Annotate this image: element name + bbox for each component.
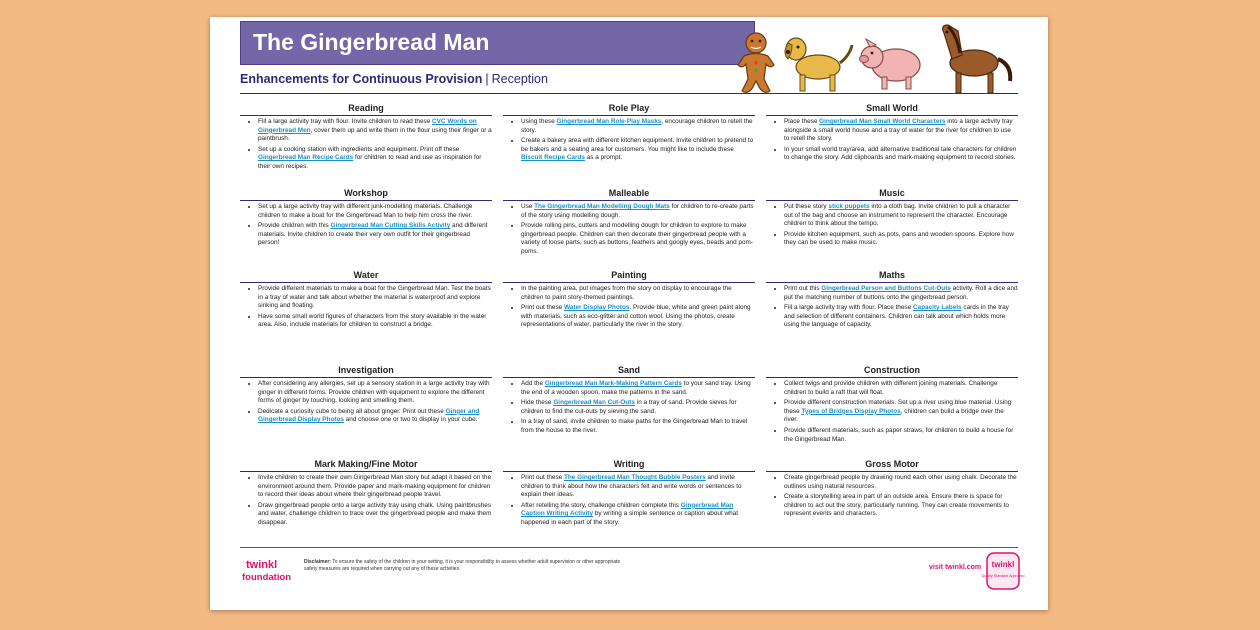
resource-link[interactable]: Gingerbread Man Mark-Making Pattern Cards xyxy=(544,380,682,387)
activity-item xyxy=(521,380,755,397)
activity-list xyxy=(240,283,492,330)
activity-text: Print out these xyxy=(521,474,564,481)
quality-badge xyxy=(981,552,1025,590)
subtitle-level: Reception xyxy=(491,72,548,86)
badge-sub: Quality Standard Approved xyxy=(981,574,1025,578)
page-title: The Gingerbread Man xyxy=(253,29,490,55)
activity-item xyxy=(521,304,755,330)
activity-text: Provide different construction materials. Set up a river using blue material. Using these xyxy=(784,399,1012,415)
activity-text: Provide different materials to make a boat for the Gingerbread Man. Test the boats in a tray of water and talk about whether the material is waterproof and explore sinking and floating. xyxy=(258,285,491,310)
visit-link[interactable]: visit twinkl.com xyxy=(929,564,982,571)
activity-text: Print out these xyxy=(521,304,564,312)
activity-list xyxy=(766,472,1018,519)
activity-text: and choose one or two to display in your cube. xyxy=(343,416,478,424)
activity-list xyxy=(503,116,755,163)
activity-item xyxy=(521,285,755,302)
activity-text: Provide rolling pins, cutters and modelling dough for children to explore to make gingerbread people. Children can then decorate their gingerbread people with a variety of loose parts, such as buttons, feathers and googly eyes, beads and pom-poms. xyxy=(521,222,753,255)
section-title: Reading xyxy=(240,102,492,116)
section-title: Mark Making/Fine Motor xyxy=(240,458,492,472)
activity-text: Create gingerbread people by drawing round each other using chalk. Decorate the outlines using natural resources. xyxy=(784,474,1017,490)
section-title: Small World xyxy=(766,102,1018,116)
section-writing xyxy=(503,458,755,530)
section-investigation xyxy=(240,364,492,427)
activity-text: Have some small world figures of characters from the story available in the water area. Also, include materials for children to construct a bridge. xyxy=(258,312,487,329)
activity-text: After retelling the story, challenge children complete this xyxy=(521,501,681,509)
activity-text: In your small world tray/area, add alternative traditional tale characters for children to change the story. Add clipboards and mark-making equipment to record stories. xyxy=(784,145,1017,162)
section-title: Investigation xyxy=(240,364,492,378)
disclaimer-text: To ensure the safety of the children in your setting, it is your responsibility to assess whether adult supervision or other appropriate safety measures are required when carrying out any of these activities. xyxy=(304,559,621,572)
resource-link[interactable]: Gingerbread Man Cutting Skills Activity xyxy=(330,222,451,230)
footer-divider xyxy=(240,547,1018,548)
activity-text: Hide these xyxy=(521,399,554,407)
section-title: Painting xyxy=(503,269,755,283)
section-title: Construction xyxy=(766,364,1018,378)
story-characters xyxy=(726,19,1026,97)
activity-item xyxy=(521,399,755,416)
subtitle-main: Enhancements for Continuous Provision xyxy=(240,72,483,86)
activity-text: , cover them up and write them in the flour using their finger or a paintbrush. xyxy=(258,126,492,143)
activity-text: . Provide blue, white and green paint along with materials, such as eco-glitter and cotton wool. Using the photos, create representations of water, particularly the river in the story. xyxy=(521,304,751,329)
activity-item xyxy=(521,222,755,256)
activity-item xyxy=(258,222,492,248)
activity-text: Use xyxy=(521,203,535,210)
activity-text: , encourage children to retell the story. xyxy=(521,118,753,134)
resource-link[interactable]: Gingerbread Man Caption Writing Activity xyxy=(521,501,734,518)
resource-link[interactable]: The Gingerbread Man Thought Bubble Posters xyxy=(563,474,706,481)
activity-text: , children can build a bridge over the river. xyxy=(784,407,1004,424)
activity-text: Provide kitchen equipment, such as pots, pans and wooden spoons. Explore how they can be used to make music. xyxy=(784,230,1014,247)
section-painting xyxy=(503,269,755,332)
activity-text: Put these story xyxy=(784,203,829,210)
activity-item xyxy=(258,203,492,220)
activity-list xyxy=(766,116,1018,163)
activity-text: and invite children to think about how the characters felt and write words or sentences to explain their ideas. xyxy=(521,474,742,499)
activity-item xyxy=(258,474,492,500)
activity-text: Fill a large activity tray with flour. Place these xyxy=(784,304,913,312)
activity-text: Set up a large activity tray with different junk-modelling materials. Challenge children to make a boat for the Gingerbread Man to help him cross the river. xyxy=(258,203,473,219)
activity-text: Provide different materials, such as paper straws, for children to build a house for the Gingerbread Man. xyxy=(784,426,1014,443)
activity-list xyxy=(766,378,1018,444)
activity-text: into a large activity tray alongside a small world house and a tray of water for the river for children to use to retell the story. xyxy=(784,118,1013,143)
activity-item xyxy=(784,146,1018,163)
activity-list xyxy=(766,283,1018,330)
section-reading xyxy=(240,102,492,174)
section-title: Water xyxy=(240,269,492,283)
activity-item xyxy=(784,474,1018,491)
section-music xyxy=(766,187,1018,250)
activity-text: activity. Roll a dice and put the matching number of buttons onto the gingerbread person. xyxy=(784,285,1018,301)
activity-list xyxy=(240,116,492,172)
activity-item xyxy=(521,118,755,135)
activity-text: Fill a large activity tray with flour. Invite children to read these xyxy=(258,118,433,125)
gingerbread-man-icon xyxy=(738,33,774,92)
resource-link[interactable]: Gingerbread Person and Buttons Cut-Outs xyxy=(821,285,951,292)
activity-list xyxy=(503,283,755,330)
activity-item xyxy=(258,146,492,172)
disclaimer xyxy=(304,559,634,573)
activity-text: Add the xyxy=(521,380,545,387)
activity-text: After considering any allergies, set up a sensory station in a large activity tray with ginger in different forms. Provide children with equipment to explore the different forms of ginger by touching, looking and smelling them. xyxy=(258,380,490,405)
activity-text: by writing a simple sentence or caption about what happened in each part of the story. xyxy=(521,510,739,526)
section-malleable xyxy=(503,187,755,259)
activity-item xyxy=(521,502,755,528)
logo-text-2: foundation xyxy=(242,572,292,583)
activity-text: to your sand tray. Using the end of a wooden spoon, make the patterns in the sand. xyxy=(521,380,751,396)
activity-list xyxy=(503,201,755,257)
section-water xyxy=(240,269,492,332)
section-title: Maths xyxy=(766,269,1018,283)
activity-item xyxy=(258,118,492,144)
activity-text: for children to read and use as inspiration for their own recipes. xyxy=(258,154,482,170)
activity-text: Print out this xyxy=(784,285,822,292)
resource-link[interactable]: Capacity Labels xyxy=(912,304,962,312)
activity-item xyxy=(258,313,492,330)
activity-text: as a prompt. xyxy=(584,154,623,162)
activity-text: In the painting area, put images from the story on display to encourage the children to paint story-themed paintings. xyxy=(521,285,732,301)
activity-item xyxy=(784,203,1018,229)
activity-item xyxy=(258,285,492,311)
activity-text: Invite children to create their own Gingerbread Man story but adapt it based on the environment around them. Provide paper and mark-making equipment for children to record their ideas about where their gingerbread people travel. xyxy=(258,474,492,499)
resource-link[interactable]: Gingerbread Man Cut-Outs xyxy=(553,399,635,407)
resource-link[interactable]: Gingerbread Man Recipe Cards xyxy=(258,154,354,162)
section-title: Workshop xyxy=(240,187,492,201)
resource-link[interactable]: Biscuit Recipe Cards xyxy=(521,154,585,162)
activity-text: in a tray of sand. Provide sieves for children to find the cut-outs by sieving the sand. xyxy=(521,399,737,415)
page-subtitle xyxy=(240,72,548,86)
pig-icon xyxy=(860,39,921,89)
activity-list xyxy=(240,201,492,248)
activity-text: In a tray of sand, invite children to make paths for the Gingerbread Man to travel from the house to the river. xyxy=(521,418,748,434)
activity-text: for children to re-create parts of the story using modelling dough. xyxy=(521,203,754,219)
activity-item xyxy=(784,427,1018,444)
activity-item xyxy=(784,304,1018,330)
twinkl-foundation-logo xyxy=(242,555,292,585)
section-gross-motor xyxy=(766,458,1018,521)
activity-text: into a cloth bag. Invite children to pull a character out of the bag and choose an instrument to represent the character. Encourage children to think about the tempo. xyxy=(784,203,1011,228)
activity-list xyxy=(766,201,1018,248)
section-title: Sand xyxy=(503,364,755,378)
header-divider xyxy=(240,93,1018,94)
resource-link[interactable]: CVC Words on Gingerbread Men xyxy=(258,118,477,134)
activity-item xyxy=(784,118,1018,144)
horse-icon xyxy=(943,25,1011,93)
resource-link[interactable]: stick puppets xyxy=(828,203,870,210)
activity-text: Set up a cooking station with ingredients and equipment. Print off these xyxy=(258,145,460,153)
activity-text: and different materials. Invite children to create their very own outfit for their gingerbread person! xyxy=(258,222,488,247)
logo-text-1: twinkl xyxy=(246,559,278,571)
resource-link[interactable]: The Gingerbread Man Modelling Dough Mats xyxy=(534,203,670,210)
activity-text: Draw gingerbread people onto a large activity tray using chalk. Using paintbrushes and water, challenge children to trace over the gingerbread people and make them disappear. xyxy=(258,501,492,526)
section-maths xyxy=(766,269,1018,332)
activity-text: Create a storytelling area in part of an outside area. Ensure there is space for children to act out the story, particularly running. They can create movements to represent events and characters. xyxy=(784,493,1009,518)
section-role-play xyxy=(503,102,755,165)
resource-link[interactable]: Gingerbread Man Small World Characters xyxy=(819,118,946,125)
section-workshop xyxy=(240,187,492,250)
activity-item xyxy=(258,408,492,425)
activity-text: Create a bakery area with different kitchen equipment. Invite children to pretend to be bakers and a seating area for customers. You might like to include these xyxy=(521,137,754,153)
dog-icon xyxy=(785,38,852,91)
resource-link[interactable]: Types of Bridges Display Photos xyxy=(801,407,901,415)
activity-text: Collect twigs and provide children with different joining materials. Challenge children to build a raft that will float. xyxy=(784,380,998,396)
activity-text: cards in the tray and selection of different containers. Children can talk about which holds more using the language of capacity. xyxy=(784,304,1009,329)
resource-link[interactable]: Water Display Photos xyxy=(563,304,630,312)
disclaimer-label: Disclaimer: xyxy=(304,559,331,565)
activity-text: Dedicate a curiosity cube to being all about ginger. Print out these xyxy=(258,407,446,415)
badge-text: twinkl xyxy=(991,560,1015,569)
worksheet-page xyxy=(210,17,1048,610)
section-title: Writing xyxy=(503,458,755,472)
title-banner xyxy=(240,21,755,65)
subtitle-separator: | xyxy=(485,72,489,86)
activity-item xyxy=(521,474,755,500)
activity-item xyxy=(521,137,755,163)
section-small-world xyxy=(766,102,1018,165)
activity-list xyxy=(240,378,492,425)
activity-list xyxy=(240,472,492,528)
activity-item xyxy=(258,380,492,406)
resource-link[interactable]: Ginger and Gingerbread Display Photos xyxy=(258,407,480,424)
activity-item xyxy=(784,231,1018,248)
section-title: Malleable xyxy=(503,187,755,201)
activity-list xyxy=(503,378,755,436)
activity-item xyxy=(521,203,755,220)
section-title: Gross Motor xyxy=(766,458,1018,472)
activity-text: Place these xyxy=(784,118,820,125)
activity-item xyxy=(258,502,492,528)
activity-item xyxy=(521,418,755,435)
activity-item xyxy=(784,285,1018,302)
activity-text: Using these xyxy=(521,118,557,125)
resource-link[interactable]: Gingerbread Man Role-Play Masks xyxy=(556,118,662,125)
section-construction xyxy=(766,364,1018,446)
activity-item xyxy=(784,493,1018,519)
activity-list xyxy=(503,472,755,528)
section-sand xyxy=(503,364,755,438)
activity-item xyxy=(784,380,1018,397)
section-title: Role Play xyxy=(503,102,755,116)
section-title: Music xyxy=(766,187,1018,201)
activity-text: Provide children with this xyxy=(258,222,331,230)
section-mark-making xyxy=(240,458,492,530)
activity-item xyxy=(784,399,1018,425)
